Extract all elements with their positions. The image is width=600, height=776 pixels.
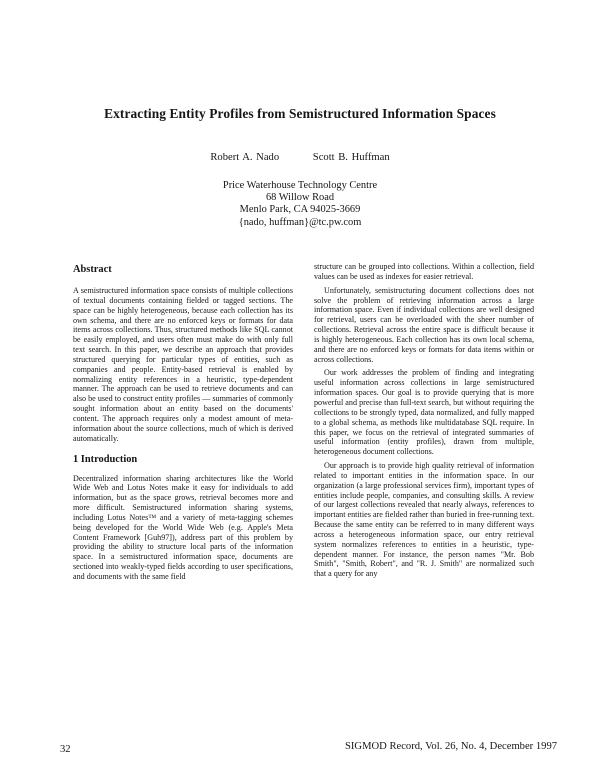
page-number: 32 — [60, 744, 71, 755]
body-paragraph: Unfortunately, semistructuring document collections does not solve the problem of retrieving information across a large information space. Even if individual collections are well designed for retrieval, users can be overloaded with the sheer number of collections. Retrieval across the entire space is difficult because it is highly heterogeneous. Each collection has its own local schema, and there are no enforced keys or formats for data items within or across collections. — [314, 285, 534, 364]
abstract-text: A semistructured information space consists of multiple collections of textual documents containing fielded or tagged sections. The space can be highly heterogeneous, because each collection has its own schema, and there are no enforced keys or formats for data items across collections. Thus, structured methods like SQL cannot be easily employed, and users often must make do with only full text search. In this paper, we describe an approach that provides structured querying for particular types of entities, such as companies and people. Entity-based retrieval is enabled by normalizing entity references in a heuristic, type-dependent manner. The approach can be used to retrieve documents and can also be used to construct entity profiles — summaries of commonly sought information about an entity based on the documents' content. The approach requires only a modest amount of meta-information about the source collections, much of which is derived automatically. — [73, 286, 293, 443]
author-name: Robert A. Nado — [210, 152, 280, 163]
affiliation-line: 68 Willow Road — [265, 192, 335, 204]
body-paragraph: Our work addresses the problem of finding and integrating useful information across collections in large semistructured information spaces. Our goal is to provide querying that is more powerful and precise than full-text search, but without requiring the collections to be strongly typed, data normalized, and fully mapped to a global schema, as methods like multidatabase SQL require. In this paper, we focus on the retrieval of integrated summaries of useful information (entity profiles), drawn from multiple, heterogeneous document collections. — [314, 368, 534, 457]
body-paragraph: structure can be grouped into collections. Within a collection, field values can be used as indexes for easier retrieval. — [314, 262, 534, 281]
affiliation-line: Menlo Park, CA 94025-3669 — [239, 204, 361, 216]
body-paragraph: Our approach is to provide high quality retrieval of information related to important entities in the information space. In our organization (a large professional services firm), important types of entities include people, companies, and consulting skills. A review of our largest collections revealed that nearly always, references to important entities are fielded rather than buried in free-running text. Because the same entity can be referred to in many different ways across a heterogeneous information space, our entry retrieval system normalizes references to entities in a heuristic, type-dependent manner. For instance, the person names "Mr. Bob Smith", "Smith, Robert", and "R. J. Smith" are normalized such that a query for any — [314, 461, 534, 579]
author-list — [0, 152, 600, 163]
right-column — [314, 262, 534, 579]
affiliation-line: Price Waterhouse Technology Centre — [222, 180, 378, 191]
abstract-heading: Abstract — [73, 264, 112, 275]
journal-citation: SIGMOD Record, Vol. 26, No. 4, December 1997 — [345, 741, 558, 752]
introduction-heading: 1 Introduction — [73, 453, 138, 465]
paper-title: Extracting Entity Profiles from Semistructured Information Spaces — [104, 106, 496, 121]
affiliation-block — [0, 180, 600, 229]
left-column — [73, 264, 293, 582]
introduction-paragraph: Decentralized information sharing architectures like the World Wide Web and Lotus Notes make it easy for individuals to add information, but as the space grows, retrieval becomes more and more difficult. Semistructured information sharing systems, including Lotus Notes™ and a variety of meta-tagging schemes being developed for the World Wide Web (e.g. Apple's Meta Content Framework [Guh97]), address part of this problem by providing the ability to structure local parts of the information space. In a semistructured information space, documents are sectioned into weakly-typed fields according to user specifications, and documents with the same field — [73, 473, 293, 581]
author-email: {nado, huffman}@tc.pw.com — [238, 216, 362, 228]
author-name: Scott B. Huffman — [312, 152, 390, 163]
